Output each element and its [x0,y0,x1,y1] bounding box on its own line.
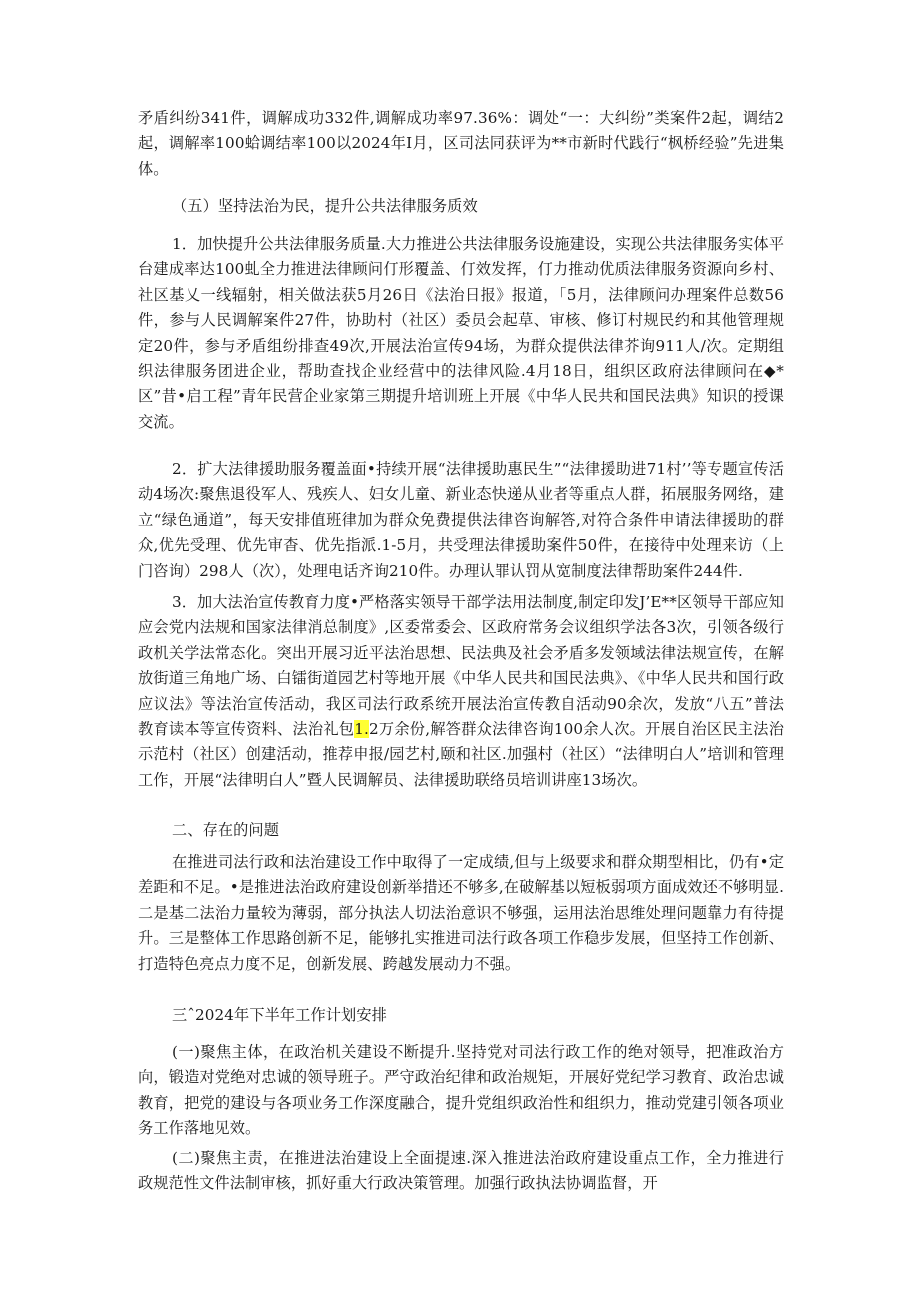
section-heading-two: 二、存在的问题 [172,821,280,839]
paragraph-plan-2: (二)聚焦主责，在推进法治建设上全面提速.深入推进法治政府建设重点工作，全力推进行政规范性文件法制审核，抓好重大行政决策管理。加强行政执法协调监督，开 [138,1149,784,1193]
paragraph-item-3-text-a: 3．加大法治宣传教育力度•严格落实领导干部学法用法制度,制定印发J’E**区领导干部应知应会党内法规和国家法律消总制度》,区委常委会、区政府常务会议组织学法各3次，引领各级行政机关学法常态化。突出开展习近平法治思想、民法典及社会矛盾多发领域法律法规宣传，在解放街道三角地广场、白镭街道园艺村等地开展《中华人民共和国民法典》、《中华人民共和国行政应议法》等法治宣传活动，我区司法行政系统开展法治宣传教自活动90余次，发放“八五”普法教育读本等宣传资料、法治礼包 [138,593,784,739]
paragraph-item-1: 1．加快提升公共法律服务质量.大力推进公共法律服务设施建设，实现公共法律服务实体平台建成率达100虬全力推进法律顾问仃形覆盖、仃效发挥，仃力推动优质法律服务资源向乡村、社区基乂一线辐射，相关做法获5月26日《法治日报》报道，「5月，法律顾问办理案件总数56件，参与人民调解案件27件，协助村（社区）委员会起草、审核、修订村规民约和其他管理规定20件，参与矛盾组纷排查49次,开展法治宣传94场，为群众提供法律芥询911人/次。定期组织法律服务团进企业，帮助查找企业经营中的法律风险.4月18日，组织区政府法律顾问在◆*区”昔•启工程”青年民营企业家第三期提升培训班上开展《中华人民共和国民法典》知识的授课交流。 [138,235,784,431]
paragraph-plan-1: (一)聚焦主体，在政治机关建设不断提升.坚持党对司法行政工作的绝对领导，把准政治方向，锻造对党绝对忠诚的领导班子。严守政治纪律和政治规矩，开展好党纪学习教育、政治忠诚教育，把党的建设与各项业务工作深度融合，提升党组织政治性和组织力，推动党建引领各项业务工作落地见效。 [138,1043,784,1138]
section-heading-five: （五）坚持法治为民，提升公共法律服务质效 [172,197,478,215]
paragraph-continued: 矛盾纠纷341件，调解成功332件,调解成功率97.36%：调处“一：大纠纷”类案件2起，调结2起，调解率100蛤调结率100以2024年I月，区司法同获评为**市新时代践行“枫桥经验”先进集体。 [138,109,784,178]
paragraph-problems: 在推进司法行政和法治建设工作中取得了一定成绩,但与上级要求和群众期型相比，仍有•定差距和不足。•是推进法治政府建设创新举措还不够多,在破解基以短板弱项方面成效还不够明显.二是基二法治力量较为薄弱，部分执法人切法治意识不够强，运用法治思维处理问题靠力有待提升。三是整体工作思路创新不足，能够扎实推进司法行政各项工作稳步发展，但坚持工作创新、打造特色亮点力度不足，创新发展、跨越发展动力不强。 [138,853,784,973]
paragraph-item-2: 2．扩大法律援助服务覆盖面•持续开展“法律援助惠民生”“法律援助进71村’’等专题宣传活动4场次:聚焦退役军人、残疾人、妇女儿童、新业态快递从业者等重点人群，拓展服务网络，建立“绿色通道”，每天安排值班律加为群众免费提供法律咨询解答,对符合条件申请法律援助的群众,优先受理、优先审杳、优先指派.1-5月，共受理法律援助案件50件，在接待中处理来访（上门咨询）298人（次），处理电话齐询210件。办理认罪认罚从宽制度法律帮助案件244件. [138,460,784,580]
highlighted-text: 1. [354,720,369,739]
section-heading-three: 三ˆ2024年下半年工作计划安排 [172,1006,387,1024]
paragraph-item-3-text-b: 2万余份,解答群众法律咨询100余人次。开展自治区民主法治示范村（社区）创建活动，推荐申报/园艺村,颐和社区.加强村（社区）“法律明白人”培训和管理工作，开展“法律明白人”暨人民调解员、法律援助联络员培训讲座13场次。 [138,720,784,789]
paragraph-item-3 [138,590,784,793]
